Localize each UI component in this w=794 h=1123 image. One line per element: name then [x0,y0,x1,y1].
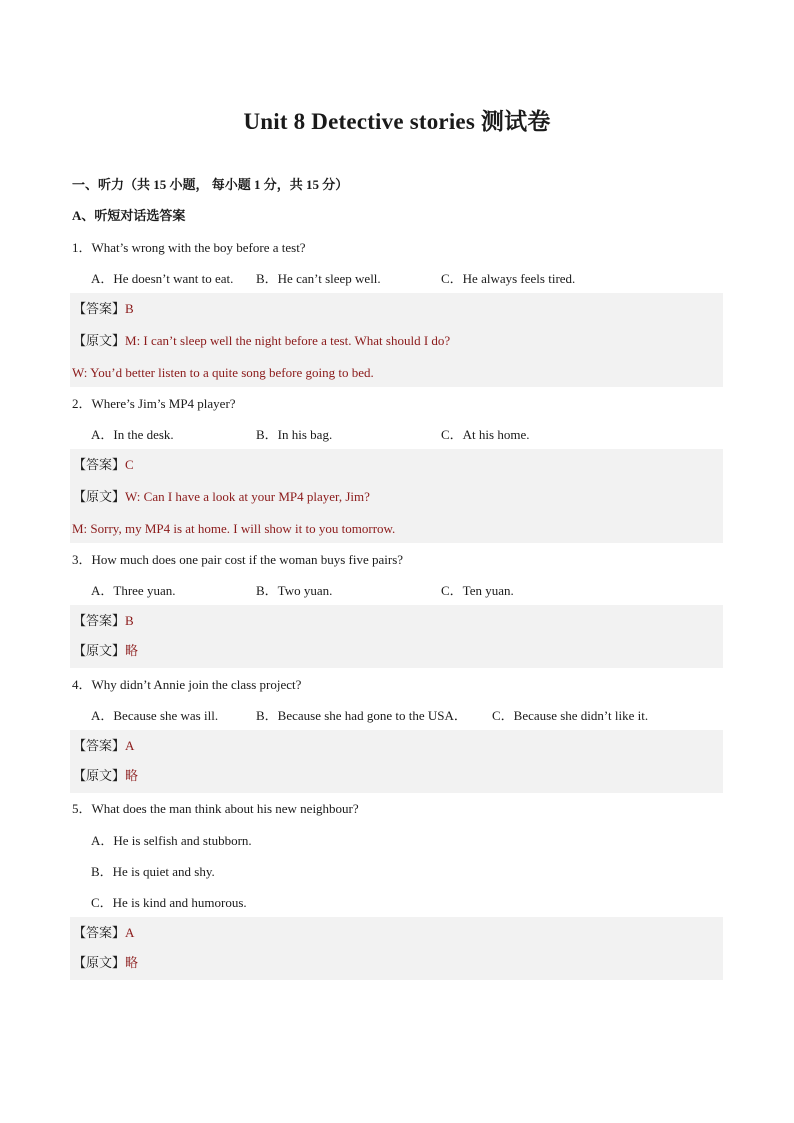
answer-1 [73,301,134,317]
script-2 [73,489,370,505]
section-heading: 一、听力（共 15 小题， 每小题 1 分，共 15 分） [72,177,349,192]
answer-value: B [125,613,134,628]
answer-box-5 [70,917,723,980]
script-line: 略 [125,768,139,783]
script-2-line-2: M: Sorry, my MP4 is at home. I will show it to you tomorrow. [72,521,396,536]
question-1-option-a: A．He doesn’t want to eat. [91,271,234,286]
answer-4 [73,738,134,754]
script-tag: 【原文】 [73,955,126,970]
answer-tag: 【答案】 [73,301,126,316]
script-tag: 【原文】 [73,489,126,504]
answer-tag: 【答案】 [73,738,126,753]
question-2-option-a: A．In the desk. [91,427,174,442]
question-1-option-c: C．He always feels tired. [441,271,576,286]
question-2-option-b: B．In his bag. [256,427,333,442]
script-1-line-2: W: You’d better listen to a quite song before going to bed. [72,365,374,380]
answer-3 [73,613,134,629]
question-1-option-b: B．He can’t sleep well. [256,271,381,286]
question-3-option-c: C．Ten yuan. [441,583,514,598]
answer-box-3 [70,605,723,668]
script-5 [73,955,138,971]
script-tag: 【原文】 [73,333,126,348]
question-2: 2．Where’s Jim’s MP4 player? [72,396,236,411]
script-3 [73,643,138,659]
answer-tag: 【答案】 [73,457,126,472]
question-3-option-a: A．Three yuan. [91,583,176,598]
document-title: Unit 8 Detective stories 测试卷 [243,109,551,134]
question-5-option-b: B．He is quiet and shy. [91,864,215,879]
question-3: 3．How much does one pair cost if the woman buys five pairs? [72,552,404,567]
script-line: 略 [125,955,139,970]
answer-5 [73,925,134,941]
question-1: 1．What’s wrong with the boy before a test? [72,240,306,255]
question-4: 4．Why didn’t Annie join the class project? [72,677,302,692]
script-tag: 【原文】 [73,643,126,658]
question-4-option-c: C．Because she didn’t like it. [492,708,649,723]
answer-tag: 【答案】 [73,613,126,628]
question-5-option-a: A．He is selfish and stubborn. [91,833,252,848]
answer-tag: 【答案】 [73,925,126,940]
script-1 [73,333,450,349]
script-4 [73,768,138,784]
question-4-option-b: B．Because she had gone to the USA． [256,708,467,723]
question-2-option-c: C．At his home. [441,427,530,442]
answer-value: B [125,301,134,316]
answer-value: C [125,457,134,472]
answer-value: A [125,738,135,753]
answer-box-4 [70,730,723,793]
script-tag: 【原文】 [73,768,126,783]
answer-value: A [125,925,135,940]
subsection-heading: A、听短对话选答案 [72,208,186,223]
question-5-option-c: C．He is kind and humorous. [91,895,247,910]
question-3-option-b: B．Two yuan. [256,583,333,598]
script-line: 略 [125,643,139,658]
question-5: 5．What does the man think about his new neighbour? [72,801,359,816]
script-line: M: I can’t sleep well the night before a test. What should I do? [125,333,451,348]
script-line: W: Can I have a look at your MP4 player, Jim? [125,489,370,504]
question-4-option-a: A．Because she was ill. [91,708,219,723]
answer-2 [73,457,134,473]
